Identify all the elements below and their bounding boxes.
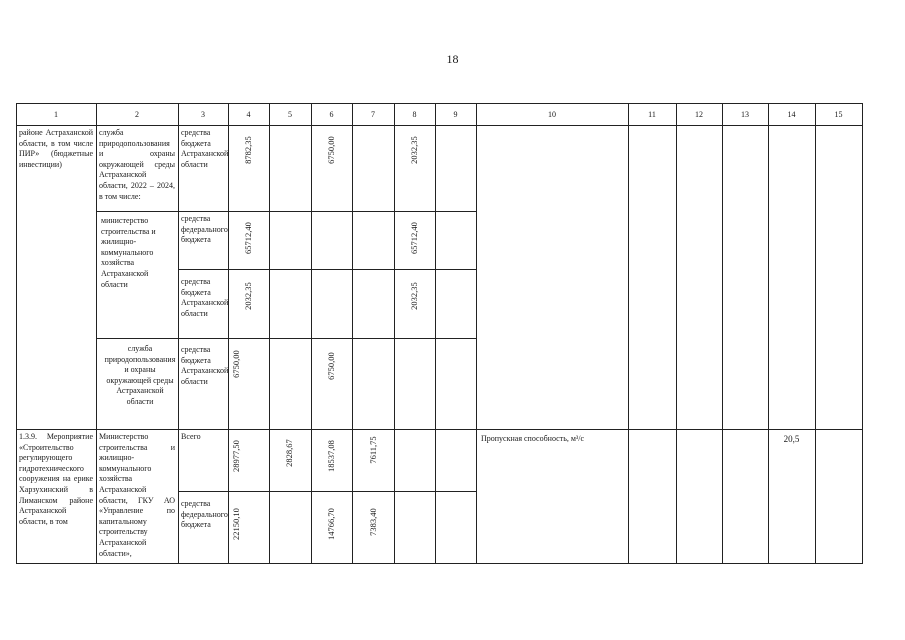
column-header-15: 15 xyxy=(834,110,843,119)
column-header-10: 10 xyxy=(548,110,556,119)
column-header-7: 7 xyxy=(371,110,375,119)
column-header-4: 4 xyxy=(246,110,251,119)
row-divider xyxy=(96,211,476,212)
amount-year-2025: 2032,35 xyxy=(409,282,419,310)
measure-name-cell: 1.3.9. Мероприятие «Строительство регулирующего гидротехнического сооружения на ерике Харзухинский в Лиманском районе Астраханской области, в том xyxy=(19,432,93,526)
col-border xyxy=(311,103,312,564)
amount-total: 2032,35 xyxy=(243,282,253,310)
column-header-6: 6 xyxy=(329,110,334,119)
funding-source-cell: средства бюджета Астраханской области xyxy=(181,345,229,386)
column-header-5: 5 xyxy=(288,110,292,119)
column-header-12: 12 xyxy=(695,110,703,119)
executor-cell: служба природопользования и охраны окружающей среды Астраханской области, 2022 – 2024, в том числе: xyxy=(99,128,175,201)
column-header-11: 11 xyxy=(648,110,656,119)
measure-name-cell: районе Астраханской области, в том числе ПИР» (бюджетные инвестиции) xyxy=(19,128,93,169)
amount-year-2023: 6750,00 xyxy=(326,352,336,380)
executor-cell: служба природопользования и охраны окружающей среды Астраханской области xyxy=(104,344,176,406)
executor-cell: министерство строительства и жилищно-коммунального хозяйства Астраханской области xyxy=(101,216,156,289)
indicator-name-cell: Пропускная способность, м³/с xyxy=(481,434,585,443)
amount-year-2025: 2032,35 xyxy=(409,136,419,164)
header-row-divider xyxy=(16,125,863,126)
funding-source-cell: средства бюджета Астраханской области xyxy=(181,277,229,318)
col-border xyxy=(768,103,769,564)
page-number: 18 xyxy=(446,52,459,66)
col-border xyxy=(815,103,816,564)
row-divider xyxy=(96,338,476,339)
indicator-value-cell: 20,5 xyxy=(783,434,800,444)
col-border xyxy=(394,103,395,564)
funding-source-cell: средства федерального бюджета xyxy=(181,214,228,245)
col-border xyxy=(628,103,629,564)
col-border xyxy=(269,103,270,564)
amount-total: 28977,50 xyxy=(231,440,241,472)
col-border xyxy=(96,103,97,564)
col-border xyxy=(676,103,677,564)
amount-total: 8782,35 xyxy=(243,136,253,164)
column-header-9: 9 xyxy=(453,110,458,119)
col-border xyxy=(862,103,863,564)
col-border xyxy=(435,103,436,564)
amount-year-2024: 7611,75 xyxy=(368,436,378,464)
col-border xyxy=(352,103,353,564)
funding-source-cell: средства федерального бюджета xyxy=(181,499,228,530)
amount-year-2023: 14766,70 xyxy=(326,508,336,540)
column-header-14: 14 xyxy=(787,110,796,119)
amount-total: 6750,00 xyxy=(231,350,241,378)
amount-year-2023: 6750,00 xyxy=(326,136,336,164)
column-header-3: 3 xyxy=(201,110,205,119)
amount-year-2023: 18537,08 xyxy=(326,440,336,472)
amount-total: 65712,40 xyxy=(243,222,253,254)
col-border xyxy=(722,103,723,564)
funding-source-cell: средства бюджета Астраханской области xyxy=(181,128,229,169)
col-border xyxy=(228,103,229,564)
col-border xyxy=(16,103,17,564)
amount-total: 22150,10 xyxy=(231,508,241,540)
col-border xyxy=(476,103,477,564)
column-header-13: 13 xyxy=(741,110,749,119)
column-header-8: 8 xyxy=(412,110,417,119)
col-border xyxy=(178,103,179,564)
amount-year-2024: 7383,40 xyxy=(368,508,378,536)
table-border-bottom xyxy=(16,563,863,564)
column-header-1: 1 xyxy=(54,110,58,119)
row-divider xyxy=(178,491,476,492)
row-divider xyxy=(16,429,863,430)
row-divider xyxy=(178,269,476,270)
column-header-2: 2 xyxy=(135,110,139,119)
amount-year-2022: 2828,67 xyxy=(284,439,294,467)
funding-source-cell: Всего xyxy=(181,432,201,441)
executor-cell: Министерство строительства и жилищно-коммунального хозяйства Астраханской области, ГКУ АО «Управление по капитальному строительству Астраханской области», xyxy=(99,432,175,558)
amount-year-2025: 65712,40 xyxy=(409,222,419,254)
